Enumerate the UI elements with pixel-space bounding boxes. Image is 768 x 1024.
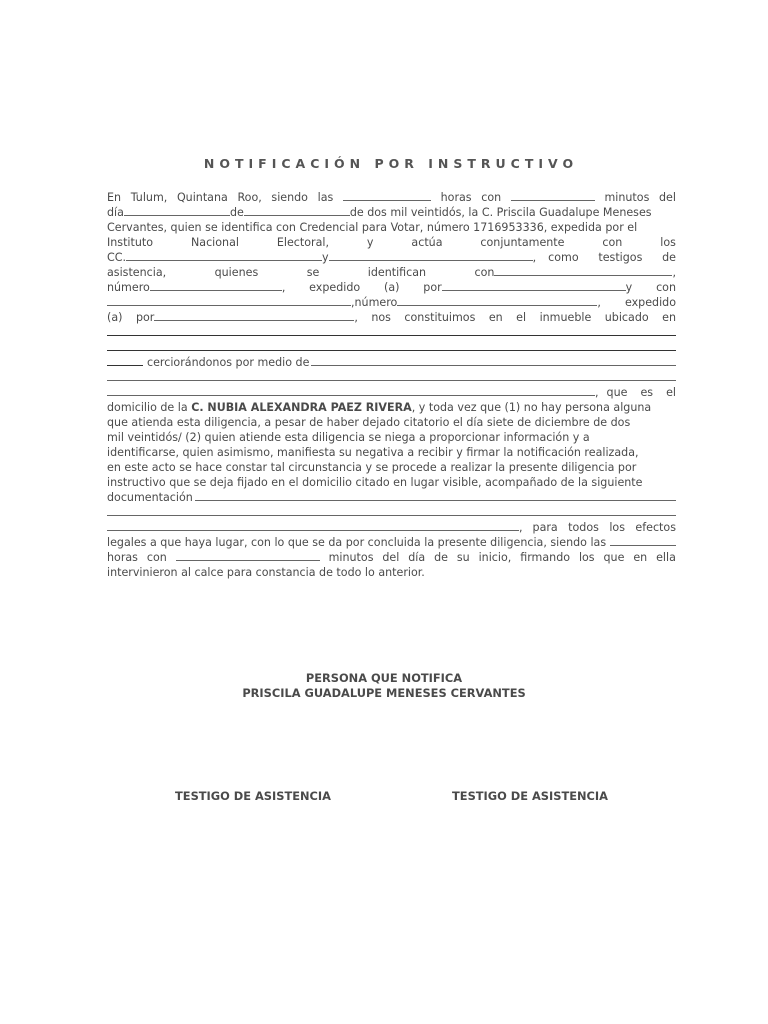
blank-line: [195, 490, 676, 501]
text: actúa: [411, 236, 443, 249]
body-line-11: [107, 340, 676, 355]
text: quienes: [214, 266, 259, 279]
text-group: [107, 280, 285, 295]
text: ,: [519, 521, 523, 534]
blank-line: [511, 190, 595, 201]
text: en: [488, 311, 503, 324]
text: que atienda esta diligencia, a pesar de haber dejado citatorio el día siete de diciembre de dos: [107, 416, 631, 429]
text: en: [662, 311, 676, 324]
text: las: [317, 191, 334, 204]
text: , y toda vez que (1) no hay persona alguna: [411, 401, 652, 414]
text-group: [475, 265, 676, 280]
text: firmando: [520, 551, 571, 564]
text: ,: [672, 266, 676, 279]
body-line-3: [107, 220, 676, 235]
text: por: [135, 311, 155, 324]
body-line-25: [107, 550, 676, 565]
body-line-15: [107, 400, 676, 415]
body-line-7: [107, 280, 676, 295]
text: y: [625, 281, 633, 294]
text: ,: [595, 386, 599, 399]
text: expedido: [309, 281, 361, 294]
blank-line: [150, 280, 282, 291]
text: asistencia,: [107, 266, 167, 279]
text: Quintana: [176, 191, 228, 204]
text: con: [146, 551, 167, 564]
body-line-24: [107, 535, 676, 550]
text: ,: [281, 281, 286, 294]
body-line-9: [107, 310, 676, 325]
text: identifican: [367, 266, 427, 279]
text: los: [660, 236, 676, 249]
text: cerciorándonos por medio de: [147, 356, 310, 369]
text: el: [666, 386, 676, 399]
text: para: [532, 521, 558, 534]
text: horas: [440, 191, 472, 204]
blank-line: [107, 505, 676, 516]
text: los: [609, 521, 625, 534]
blank-line: [494, 265, 672, 276]
body-line-10: [107, 325, 676, 340]
text: (a): [384, 281, 400, 294]
body-line-22: [107, 505, 676, 520]
text: su: [456, 551, 470, 564]
addressee-name: C. NUBIA ALEXANDRA PAEZ RIVERA: [191, 401, 412, 414]
text: expedido: [624, 296, 676, 309]
text: efectos: [635, 521, 676, 534]
body-line-20: [107, 475, 676, 490]
text: intervinieron al calce para constancia de todo lo anterior.: [107, 566, 425, 579]
text: minutos: [604, 191, 650, 204]
text: con: [481, 191, 502, 204]
text: minutos: [328, 551, 374, 564]
body-line-6: [107, 265, 676, 280]
text: conjuntamente: [480, 236, 565, 249]
text: ,: [597, 296, 601, 309]
body-line-18: [107, 445, 676, 460]
text: siendo: [271, 191, 308, 204]
witness-left-signature: TESTIGO DE ASISTENCIA: [175, 789, 331, 803]
text: por: [423, 281, 442, 294]
text: testigos: [598, 251, 643, 264]
text: que: [606, 386, 628, 399]
text: de: [229, 206, 244, 219]
body-line-8: [107, 295, 676, 310]
text: de: [662, 251, 676, 264]
text-group: [136, 310, 358, 325]
text: horas: [107, 551, 138, 564]
body-line-13: [107, 370, 676, 385]
text: nos: [371, 311, 391, 324]
witness-right-signature: TESTIGO DE ASISTENCIA: [452, 789, 608, 803]
text-group: [533, 520, 676, 535]
blank-line: [610, 535, 676, 546]
body-line-26: [107, 565, 676, 580]
text-group: [423, 280, 632, 295]
text: con: [656, 281, 676, 294]
text: constituimos: [404, 311, 476, 324]
text: instructivo que se deja fijado en el domicilio citado en lugar visible, acompañado de la siguiente: [107, 476, 643, 489]
text: y: [366, 236, 374, 249]
text: en este acto se hace constar tal circunstancia y se procede a realizar la presente diligencia por: [107, 461, 637, 474]
text: Nacional: [190, 236, 239, 249]
blank-line: [107, 295, 351, 306]
blank-line: [176, 550, 320, 561]
body-line-17: [107, 430, 676, 445]
text-group: [548, 250, 676, 265]
blank-line: [107, 325, 676, 336]
text: ,número: [351, 296, 398, 309]
body-line-1: [107, 190, 676, 205]
text: día: [107, 206, 124, 219]
text: Cervantes, quien se identifica con Credencial para Votar, número 1716953336, expedida por el: [107, 221, 638, 234]
blank-line: [397, 295, 597, 306]
text: En: [107, 191, 122, 204]
text: se: [306, 266, 320, 279]
blank-line: [329, 250, 533, 261]
text: todos: [568, 521, 599, 534]
notifier-signature-block: [184, 671, 584, 701]
body-line-5: [107, 250, 676, 265]
body-line-4: [107, 235, 676, 250]
text: inicio,: [478, 551, 512, 564]
document-title: NOTIFICACIÓN POR INSTRUCTIVO: [203, 156, 579, 171]
text: del: [382, 551, 400, 564]
blank-line: [154, 310, 354, 321]
text: día: [408, 551, 426, 564]
text: con: [602, 236, 623, 249]
text: con: [474, 266, 495, 279]
body-line-23: [107, 520, 676, 535]
text: ella: [656, 551, 676, 564]
text: que: [603, 551, 625, 564]
text: legales a que haya lugar, con lo que se da por concluida la presente diligencia, siendo las: [107, 536, 607, 549]
text-group: [607, 385, 676, 400]
text: identificarse, quien asimismo, manifiesta su negativa a recibir y firmar la notificación realizada,: [107, 446, 639, 459]
text: Electoral,: [276, 236, 329, 249]
text: Tulum,: [130, 191, 168, 204]
body-line-19: [107, 460, 676, 475]
text: domicilio de la: [107, 401, 192, 414]
text: número: [107, 281, 150, 294]
text: ,: [354, 311, 358, 324]
notifier-name: PRISCILA GUADALUPE MENESES CERVANTES: [242, 686, 526, 700]
blank-line: [126, 250, 322, 261]
body-line-12: [107, 355, 676, 370]
body-line-2: [107, 205, 676, 220]
blank-line: [107, 385, 595, 396]
blank-line: [107, 370, 676, 381]
text-group: [107, 295, 601, 310]
body-line-21: [107, 490, 676, 505]
text: mil veintidós/ (2) quien atiende esta diligencia se niega a proporcionar información y a: [107, 431, 590, 444]
text: inmueble: [539, 311, 592, 324]
blank-line: [124, 205, 230, 216]
text: de dos mil veintidós, la C. Priscila Guadalupe Meneses: [349, 206, 652, 219]
text: del: [659, 191, 676, 204]
body-line-14: [107, 385, 676, 400]
text: documentación: [107, 491, 193, 504]
text: en: [633, 551, 648, 564]
text: es: [640, 386, 654, 399]
text: Instituto: [107, 236, 154, 249]
text: ubicado: [604, 311, 649, 324]
blank-line: [442, 280, 626, 291]
notifier-role: PERSONA QUE NOTIFICA: [305, 671, 463, 685]
text: de: [434, 551, 448, 564]
text: CC.: [107, 251, 127, 264]
blank-line: [107, 355, 143, 366]
text: el: [516, 311, 527, 324]
text: (a): [107, 311, 123, 324]
blank-line: [107, 520, 519, 531]
blank-line: [311, 355, 676, 366]
document-body: [107, 190, 676, 580]
blank-line: [107, 340, 676, 351]
text: y: [322, 251, 329, 264]
blank-line: [244, 205, 350, 216]
text: los: [578, 551, 595, 564]
text: como: [548, 251, 579, 264]
text: Roo,: [237, 191, 262, 204]
body-line-16: [107, 415, 676, 430]
text: ,: [532, 251, 537, 264]
blank-line: [343, 190, 431, 201]
